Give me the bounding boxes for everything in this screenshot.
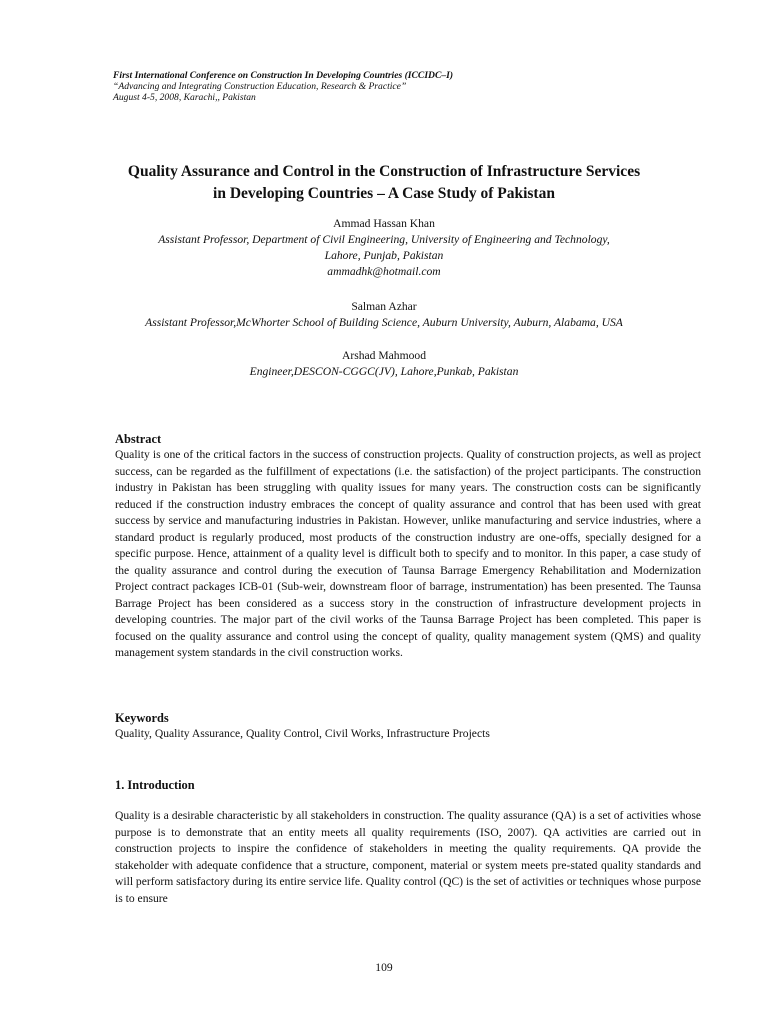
author-email: ammadhk@hotmail.com bbox=[327, 265, 441, 278]
paper-title-line-1: Quality Assurance and Control in the Construction of Infrastructure Services bbox=[127, 163, 641, 180]
paper-title bbox=[80, 161, 688, 205]
author-affiliation: Assistant Professor, Department of Civil Engineering, University of Engineering and Technology, bbox=[158, 233, 610, 246]
conference-dates: August 4-5, 2008, Karachi,, Pakistan bbox=[113, 92, 256, 103]
author-affiliation: Assistant Professor,McWhorter School of Building Science, Auburn University, Auburn, Alabama, USA bbox=[145, 316, 623, 329]
author-affiliation-location: Lahore, Punjab, Pakistan bbox=[324, 249, 444, 262]
author-name: Arshad Mahmood bbox=[341, 349, 427, 362]
keywords-heading: Keywords bbox=[115, 711, 169, 725]
paper-title-line-2: in Developing Countries – A Case Study of Pakistan bbox=[213, 185, 555, 202]
page-number: 109 bbox=[375, 961, 393, 974]
abstract-heading: Abstract bbox=[115, 432, 162, 446]
author-block-1 bbox=[60, 216, 708, 280]
conference-name: First International Conference on Construction In Developing Countries (ICCIDC–I) bbox=[113, 70, 454, 81]
author-block-3 bbox=[60, 348, 708, 380]
introduction-heading-block bbox=[115, 777, 701, 793]
keywords-text: Quality, Quality Assurance, Quality Control, Civil Works, Infrastructure Projects bbox=[115, 727, 490, 740]
introduction-heading: 1. Introduction bbox=[115, 778, 195, 792]
keywords-section bbox=[115, 710, 701, 742]
author-name: Salman Azhar bbox=[351, 300, 417, 313]
author-block-2 bbox=[60, 299, 708, 331]
introduction-text: Quality is a desirable characteristic by all stakeholders in construction. The quality assurance (QA) is a set of activities whose purpose is to demonstrate that an entity meets all quality requirements (ISO, 2007). QA activities are carried out in construction projects to inspire the confidence of stakeholders in meeting the quality requirements. QA provide the stakeholder with adequate confidence that a structure, component, material or system meets pre-stated quality standards and will perform satisfactory during its entire service life. Quality control (QC) is the set of activities or techniques whose purpose is to ensure bbox=[115, 809, 701, 905]
introduction-section bbox=[115, 808, 701, 907]
author-name: Ammad Hassan Khan bbox=[333, 217, 435, 230]
conference-header bbox=[113, 70, 673, 103]
abstract-text: Quality is one of the critical factors in the success of construction projects. Quality of construction projects, as well as project success, can be regarded as the fulfillment of expectations (i.e. the satisfaction) of the project participants. The construction industry in Pakistan has been struggling with quality issues for many years. The construction costs can be significantly reduced if the construction industry embraces the concept of quality assurance and control that has been used with great success by service and manufacturing industries in Pakistan. However, unlike manufacturing and service industries, where a standard product is regularly produced, most products of the construction industry are one-offs, specially designed for a specific purpose. Hence, attainment of a quality level is difficult both to specify and to monitor. In this paper, a case study of the quality assurance and control during the execution of Taunsa Barrage Emergency Rehabilitation and Modernization Project contract packages ICB-01 (Sub-weir, downstream floor of barrage, instrumentation) has been presented. The Taunsa Barrage Project has been considered as a success story in the construction of infrastructure development projects in developing countries. The major part of the civil works of the Taunsa Barrage Project has been completed. This paper is focused on the quality assurance and control using the concept of quality, quality management system (QMS) and quality management system standards in the civil construction works. bbox=[115, 448, 701, 659]
abstract-section bbox=[115, 431, 701, 662]
author-affiliation: Engineer,DESCON-CGGC(JV), Lahore,Punkab, Pakistan bbox=[249, 365, 519, 378]
conference-theme: “Advancing and Integrating Construction Education, Research & Practice” bbox=[113, 81, 407, 92]
